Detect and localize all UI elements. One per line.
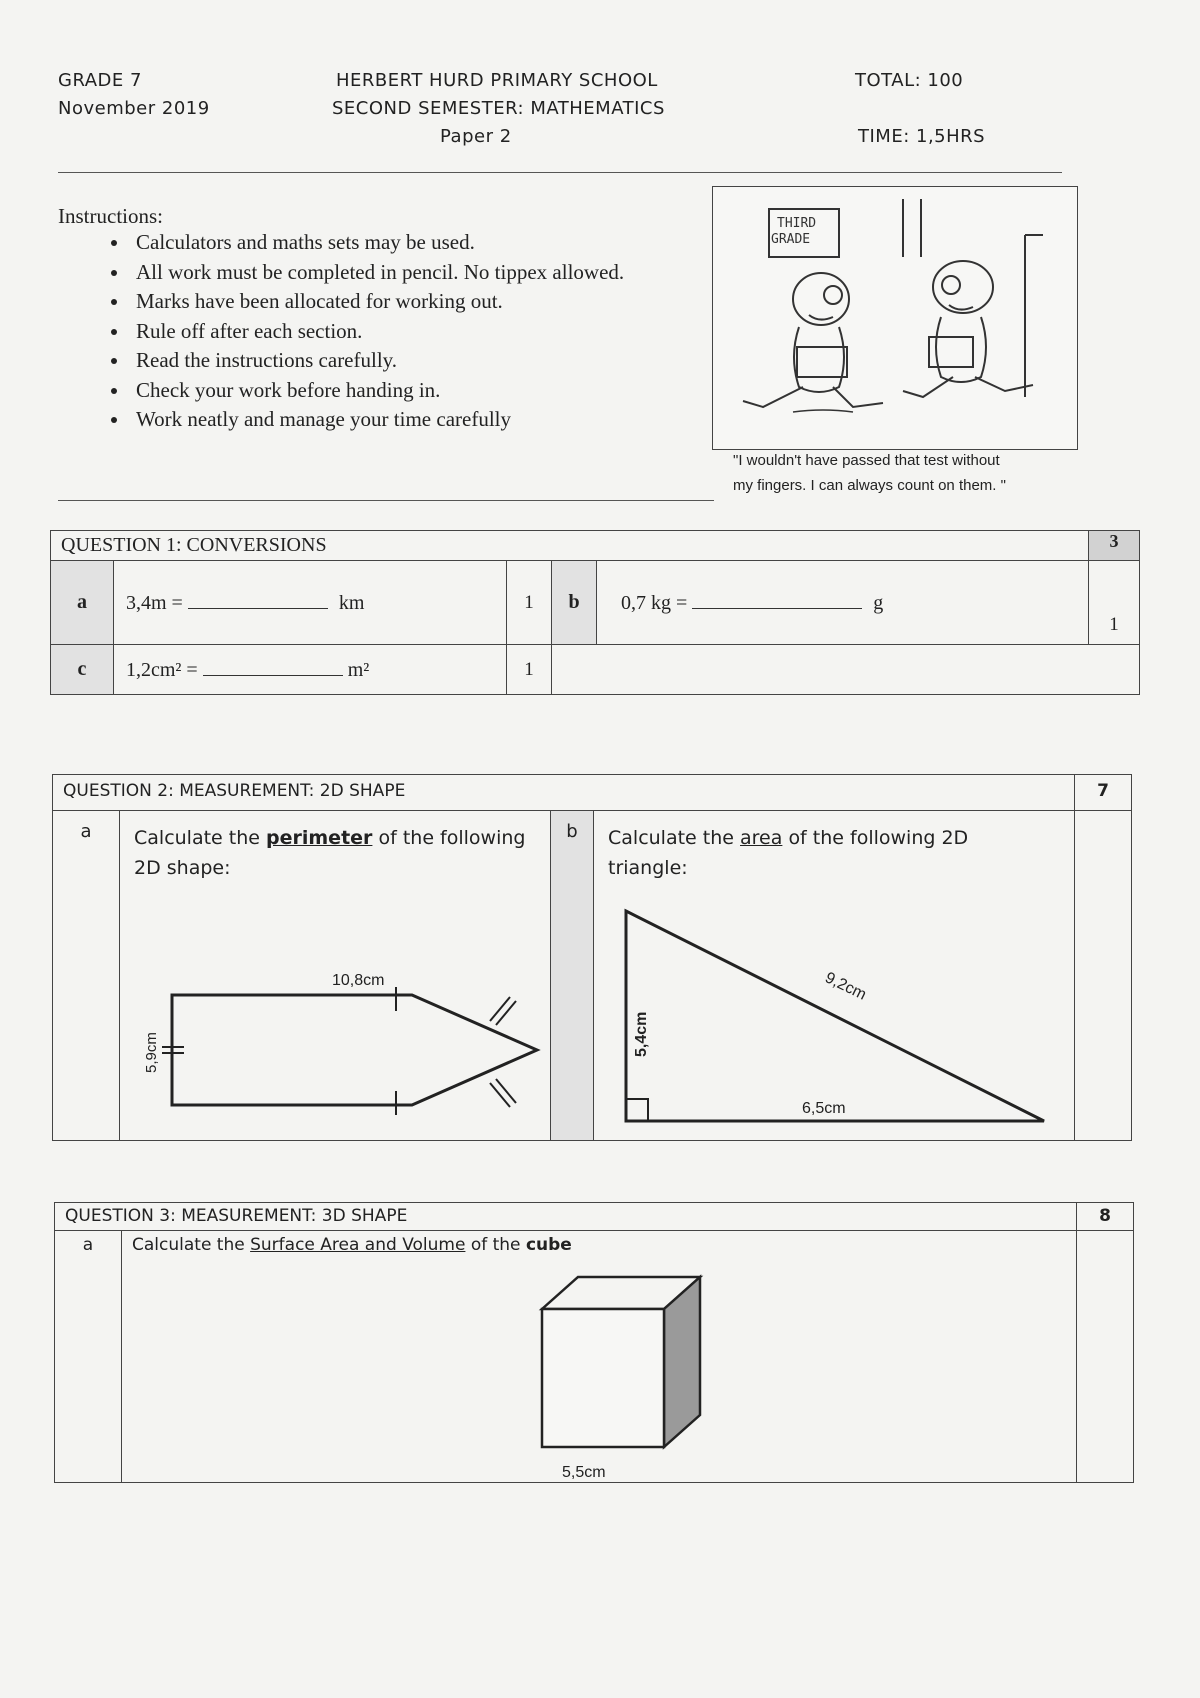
q2a-keyword: perimeter <box>266 827 373 849</box>
q1b-question <box>597 561 1089 645</box>
school-name: HERBERT HURD PRIMARY SCHOOL <box>336 70 658 91</box>
q2b-keyword: area <box>740 827 783 849</box>
grade: GRADE 7 <box>58 70 142 91</box>
q1c-answer-line[interactable] <box>203 657 343 676</box>
header-rule <box>58 172 1062 173</box>
q3a-cell <box>122 1231 1077 1483</box>
sign-line-2: GRADE <box>771 232 811 247</box>
q1c-question <box>114 645 507 695</box>
question-3-table <box>54 1202 1134 1483</box>
instruction-item: • All work must be completed in pencil. No tippex allowed. <box>130 258 624 288</box>
total-marks: TOTAL: 100 <box>855 70 964 91</box>
instruction-item: • Rule off after each section. <box>130 317 624 347</box>
q1c-expr: 1,2cm² = <box>126 659 198 681</box>
cartoon-caption-2: my fingers. I can always count on them. " <box>733 477 1006 494</box>
q2-title: QUESTION 2: MEASUREMENT: 2D SHAPE <box>53 775 1075 811</box>
instruction-item: • Calculators and maths sets may be used. <box>130 228 624 258</box>
q1a-mark: 1 <box>507 561 552 645</box>
q1-title: QUESTION 1: CONVERSIONS <box>51 531 1089 561</box>
instruction-item: • Work neatly and manage your time carefully <box>130 405 624 435</box>
semester-subject: SECOND SEMESTER: MATHEMATICS <box>332 98 665 119</box>
q3-title: QUESTION 3: MEASUREMENT: 3D SHAPE <box>55 1203 1077 1231</box>
q1a-label: a <box>51 561 114 645</box>
cartoon-frame <box>712 186 1078 450</box>
triangle-side-dim: 5,4cm <box>633 1011 650 1057</box>
time-allowed: TIME: 1,5HRS <box>858 126 986 147</box>
q2b-cell <box>594 811 1075 1141</box>
q1a-question <box>114 561 507 645</box>
q1a-expr: 3,4m = <box>126 592 183 614</box>
q1a-answer-line[interactable] <box>188 590 328 609</box>
instruction-item: • Marks have been allocated for working out. <box>130 287 624 317</box>
q1a-unit: km <box>338 592 365 614</box>
q1b-expr: 0,7 kg = <box>621 592 688 614</box>
q1-empty-cell <box>552 645 1140 695</box>
question-2-table <box>52 774 1132 1141</box>
pentagon-top-dim: 10,8cm <box>332 972 385 989</box>
triangle-base-dim: 6,5cm <box>802 1100 846 1117</box>
q1b-label: b <box>552 561 597 645</box>
instructions-title: Instructions: <box>58 204 163 228</box>
instructions-rule <box>58 500 714 501</box>
q2a-cell <box>120 811 551 1141</box>
q3a-bold-word: cube <box>525 1235 572 1255</box>
q1-total-marks: 3 <box>1089 531 1140 561</box>
q2b-label: b <box>551 811 594 1141</box>
q2-mark-cell <box>1075 811 1132 1141</box>
triangle-hypotenuse-dim: 9,2cm <box>822 969 869 1004</box>
q2b-text: Calculate the area of the following 2D triangle: <box>608 827 969 879</box>
q1c-mark: 1 <box>507 645 552 695</box>
exam-date: November 2019 <box>58 98 210 119</box>
sign-line-1: THIRD <box>777 216 817 231</box>
q3-mark-cell <box>1077 1231 1134 1483</box>
q1c-label: c <box>51 645 114 695</box>
cube-shape <box>122 1231 1072 1483</box>
q1c-unit: m² <box>347 659 370 681</box>
pentagon-side-dim: 5,9cm <box>143 1032 160 1073</box>
cube-side-dim: 5,5cm <box>562 1464 606 1481</box>
q3a-keyword: Surface Area and Volume <box>250 1235 466 1255</box>
cartoon-caption-1: "I wouldn't have passed that test without <box>733 452 1000 469</box>
q2a-text: Calculate the perimeter of the following 2D shape: <box>134 827 526 879</box>
q1b-unit: g <box>873 592 884 614</box>
pentagon-shape <box>120 811 550 1141</box>
q2a-label: a <box>53 811 120 1141</box>
question-1-table <box>50 530 1140 695</box>
paper-number: Paper 2 <box>440 126 512 147</box>
q3a-label: a <box>55 1231 122 1483</box>
q3a-text: Calculate the Surface Area and Volume of the cube <box>132 1235 572 1255</box>
instruction-item: • Check your work before handing in. <box>130 376 624 406</box>
instruction-item: • Read the instructions carefully. <box>130 346 624 376</box>
q3-total-marks: 8 <box>1077 1203 1134 1231</box>
instructions-list <box>90 228 624 435</box>
right-triangle-shape <box>594 811 1074 1141</box>
cartoon-drawing <box>713 187 1077 449</box>
q2-total-marks: 7 <box>1075 775 1132 811</box>
q1b-answer-line[interactable] <box>692 590 862 609</box>
q1b-mark: 1 <box>1089 561 1140 645</box>
